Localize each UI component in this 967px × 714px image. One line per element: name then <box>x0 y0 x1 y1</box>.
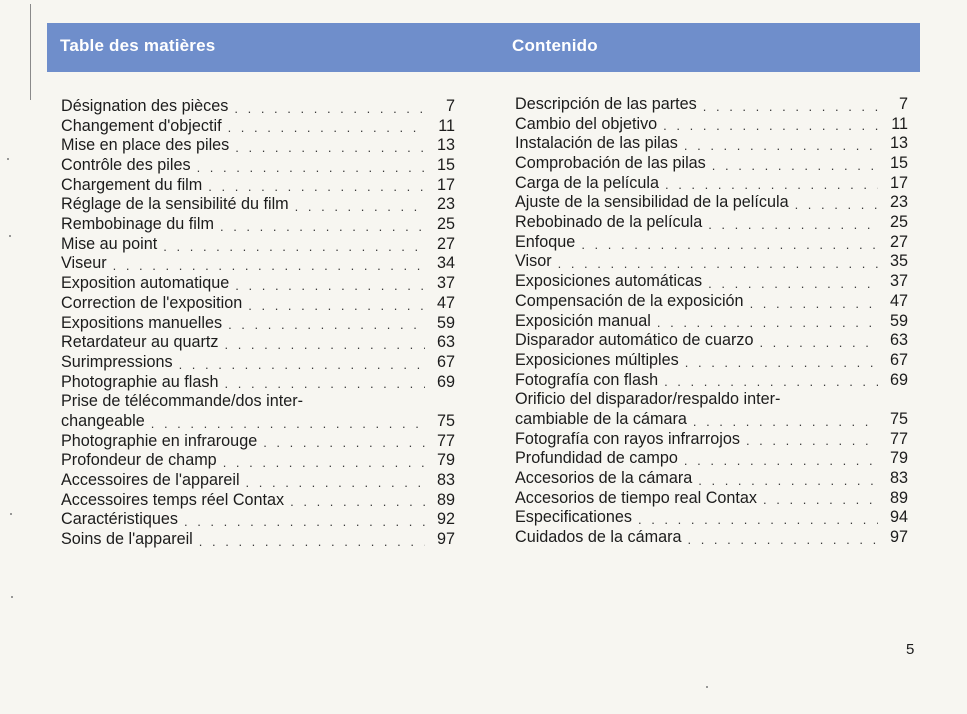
toc-entry <box>61 215 455 235</box>
toc-entry-label: Désignation des pièces <box>61 96 229 115</box>
paper-speck <box>10 513 12 515</box>
dot-leader <box>638 511 878 528</box>
toc-entry-page: 89 <box>436 490 455 509</box>
dot-leader <box>235 139 425 156</box>
dot-leader <box>113 257 425 274</box>
toc-entry-page: 97 <box>436 530 455 549</box>
dot-leader <box>228 119 425 136</box>
toc-entry-page: 67 <box>436 352 455 371</box>
toc-entry <box>61 451 455 471</box>
toc-entry-label: Profundidad de campo <box>515 449 678 468</box>
toc-entry-label: Mise en place des piles <box>61 136 230 155</box>
paper-speck <box>7 158 9 160</box>
toc-entry <box>61 294 455 314</box>
toc-entry-page: 59 <box>889 311 908 330</box>
dot-leader <box>750 295 878 312</box>
toc-entry <box>515 253 908 273</box>
toc-entry-page: 23 <box>889 193 908 212</box>
toc-entry <box>61 195 455 215</box>
toc-entry-page: 79 <box>889 449 908 468</box>
toc-entry-label: Visor <box>515 252 552 271</box>
toc-entry <box>61 392 455 431</box>
dot-leader <box>290 493 425 510</box>
toc-entry <box>515 351 908 371</box>
toc-entry <box>515 272 908 292</box>
toc-entry-page: 37 <box>436 274 455 293</box>
toc-entry-page: 13 <box>889 134 908 153</box>
toc-entry-label: Instalación de las pilas <box>515 134 678 153</box>
toc-entry <box>515 390 908 429</box>
toc-entry-page: 97 <box>889 528 908 547</box>
dot-leader <box>684 452 878 469</box>
toc-entry-page: 47 <box>436 293 455 312</box>
toc-entry-page: 83 <box>436 471 455 490</box>
toc-entry <box>515 508 908 528</box>
toc-entry-page: 15 <box>889 154 908 173</box>
toc-entry-page: 67 <box>889 350 908 369</box>
dot-leader <box>665 176 878 193</box>
toc-entry-page: 27 <box>889 232 908 251</box>
dot-leader <box>199 533 425 550</box>
toc-entry <box>515 292 908 312</box>
toc-entry-label: Comprobación de las pilas <box>515 154 706 173</box>
toc-entry <box>515 528 908 548</box>
dot-leader <box>746 432 878 449</box>
dot-leader <box>208 178 425 195</box>
toc-entry <box>61 176 455 196</box>
toc-entry-page: 13 <box>436 136 455 155</box>
toc-entry <box>515 430 908 450</box>
toc-entry-label: Réglage de la sensibilité du film <box>61 195 289 214</box>
paper-speck <box>11 596 13 598</box>
toc-entry-page: 27 <box>436 234 455 253</box>
toc-entry-label-line2: cambiable de la cámara <box>515 409 687 428</box>
dot-leader <box>763 491 878 508</box>
dot-leader <box>759 334 878 351</box>
toc-entry-page: 35 <box>889 252 908 271</box>
toc-entry-label: Accesorios de la cámara <box>515 469 693 488</box>
dot-leader <box>708 275 878 292</box>
toc-entry <box>515 331 908 351</box>
toc-entry-label: Photographie en infrarouge <box>61 431 258 450</box>
dot-leader <box>703 98 878 115</box>
toc-entry-page: 17 <box>436 175 455 194</box>
dot-leader <box>184 513 425 530</box>
dot-leader <box>223 454 425 471</box>
toc-entry-label: Accessoires temps réel Contax <box>61 490 285 509</box>
dot-leader <box>581 236 878 253</box>
dot-leader <box>179 356 425 373</box>
toc-entry <box>61 333 455 353</box>
dot-leader <box>708 216 878 233</box>
toc-entry-label: Mise au point <box>61 234 158 253</box>
toc-entry-page: 25 <box>889 213 908 232</box>
toc-entry-label: Soins de l'appareil <box>61 530 193 549</box>
dot-leader <box>246 474 425 491</box>
toc-entry-page: 75 <box>889 409 908 428</box>
toc-entry-label: Carga de la película <box>515 173 659 192</box>
toc-entry <box>61 491 455 511</box>
toc-entry-label: Rebobinado de la película <box>515 213 703 232</box>
toc-entry-label: Fotografía con flash <box>515 370 659 389</box>
toc-entry-label: Accessoires de l'appareil <box>61 471 240 490</box>
toc-entry <box>515 449 908 469</box>
toc-entry-label: Descripción de las partes <box>515 94 697 113</box>
toc-entry-page: 79 <box>436 451 455 470</box>
toc-entry-page: 63 <box>889 331 908 350</box>
toc-entry-page: 37 <box>889 272 908 291</box>
toc-entry <box>61 274 455 294</box>
toc-entry-page: 25 <box>436 215 455 234</box>
toc-entry <box>515 115 908 135</box>
toc-entry-label: Ajuste de la sensibilidad de la película <box>515 193 789 212</box>
dot-leader <box>795 196 878 213</box>
dot-leader <box>263 434 425 451</box>
french-toc-list <box>61 97 455 550</box>
toc-entry-label-line2: changeable <box>61 411 145 430</box>
toc-entry <box>61 136 455 156</box>
dot-leader <box>228 316 425 333</box>
toc-entry <box>61 314 455 334</box>
dot-leader <box>685 354 878 371</box>
dot-leader <box>225 375 426 392</box>
toc-entry <box>515 469 908 489</box>
toc-entry-page: 69 <box>436 372 455 391</box>
dot-leader <box>248 297 425 314</box>
toc-entry-label: Caractéristiques <box>61 510 178 529</box>
dot-leader <box>712 157 878 174</box>
toc-entry <box>515 95 908 115</box>
toc-entry-page: 89 <box>889 488 908 507</box>
toc-entry-page: 17 <box>889 173 908 192</box>
toc-entry-page: 83 <box>889 469 908 488</box>
toc-entry-page: 34 <box>436 254 455 273</box>
toc-entry-page: 11 <box>438 116 455 135</box>
toc-entry-label: Enfoque <box>515 232 576 251</box>
dot-leader <box>684 137 878 154</box>
toc-entry-label: Especificationes <box>515 508 632 527</box>
dot-leader <box>664 373 878 390</box>
dot-leader <box>295 198 425 215</box>
toc-entry-label: Surimpressions <box>61 352 173 371</box>
toc-entry <box>515 193 908 213</box>
toc-entry-label: Cuidados de la cámara <box>515 528 682 547</box>
toc-entry-label: Rembobinage du film <box>61 215 214 234</box>
toc-entry-page: 63 <box>436 333 455 352</box>
french-toc-title: Table des matières <box>60 36 216 55</box>
toc-entry-label: Disparador automático de cuarzo <box>515 331 754 350</box>
dot-leader <box>663 117 878 134</box>
toc-entry <box>515 371 908 391</box>
paper-speck <box>9 235 11 237</box>
toc-entry <box>515 312 908 332</box>
toc-entry <box>515 134 908 154</box>
toc-entry-label: Contrôle des piles <box>61 156 191 175</box>
toc-entry <box>515 233 908 253</box>
toc-entry-label: Profondeur de champ <box>61 451 217 470</box>
toc-entry-page: 92 <box>436 510 455 529</box>
toc-entry <box>61 235 455 255</box>
toc-entry-label: Expositions manuelles <box>61 313 223 332</box>
toc-entry-label-line1: Orificio del disparador/respaldo inter- <box>515 390 781 409</box>
toc-entry-page: 94 <box>889 508 908 527</box>
dot-leader <box>234 100 425 117</box>
dot-leader <box>224 336 425 353</box>
toc-entry-page: 7 <box>445 96 455 115</box>
toc-entry <box>515 213 908 233</box>
toc-entry <box>61 117 455 137</box>
toc-entry <box>61 156 455 176</box>
toc-entry-label: Accesorios de tiempo real Contax <box>515 488 758 507</box>
toc-entry-label: Photographie au flash <box>61 372 219 391</box>
toc-entry <box>61 97 455 117</box>
toc-entry <box>515 174 908 194</box>
toc-entry-label-line1: Prise de télécommande/dos inter- <box>61 392 304 411</box>
toc-entry <box>515 489 908 509</box>
toc-entry-page: 47 <box>889 291 908 310</box>
toc-entry-label: Fotografía con rayos infrarrojos <box>515 429 740 448</box>
toc-entry <box>61 530 455 550</box>
toc-entry-label: Cambio del objetivo <box>515 114 658 133</box>
dot-leader <box>197 159 425 176</box>
toc-entry <box>61 471 455 491</box>
page-number: 5 <box>906 641 915 658</box>
toc-entry-label: Chargement du film <box>61 175 203 194</box>
toc-entry-label: Correction de l'exposition <box>61 293 243 312</box>
toc-entry-page: 11 <box>891 114 908 133</box>
toc-entry <box>61 255 455 275</box>
toc-entry-label: Exposition automatique <box>61 274 230 293</box>
section-header-banner <box>47 23 920 72</box>
toc-entry <box>61 353 455 373</box>
toc-entry-page: 59 <box>436 313 455 332</box>
dot-leader <box>163 238 425 255</box>
toc-entry-label: Viseur <box>61 254 107 273</box>
dot-leader <box>687 531 878 548</box>
paper-speck <box>706 686 708 688</box>
toc-entry-label: Retardateur au quartz <box>61 333 219 352</box>
dot-leader <box>698 472 878 489</box>
dot-leader <box>151 415 425 432</box>
margin-mark <box>30 4 31 100</box>
toc-entry-label: Exposiciones múltiples <box>515 350 679 369</box>
toc-entry-page: 15 <box>436 156 455 175</box>
toc-entry-label: Compensación de la exposición <box>515 291 744 310</box>
dot-leader <box>693 413 878 430</box>
spanish-toc-title: Contenido <box>512 36 598 55</box>
spanish-toc-list <box>515 95 908 548</box>
toc-entry <box>61 432 455 452</box>
toc-entry-page: 77 <box>436 431 455 450</box>
toc-entry <box>515 154 908 174</box>
dot-leader <box>558 255 878 272</box>
toc-entry-label: Exposición manual <box>515 311 651 330</box>
dot-leader <box>220 218 425 235</box>
toc-entry-page: 69 <box>889 370 908 389</box>
toc-entry-page: 23 <box>436 195 455 214</box>
toc-entry-label: Changement d'objectif <box>61 116 222 135</box>
toc-entry-page: 77 <box>889 429 908 448</box>
dot-leader <box>657 314 878 331</box>
toc-entry <box>61 373 455 393</box>
toc-entry-page: 7 <box>898 94 908 113</box>
toc-entry-label: Exposiciones automáticas <box>515 272 703 291</box>
dot-leader <box>235 277 425 294</box>
toc-entry <box>61 510 455 530</box>
toc-entry-page: 75 <box>436 411 455 430</box>
